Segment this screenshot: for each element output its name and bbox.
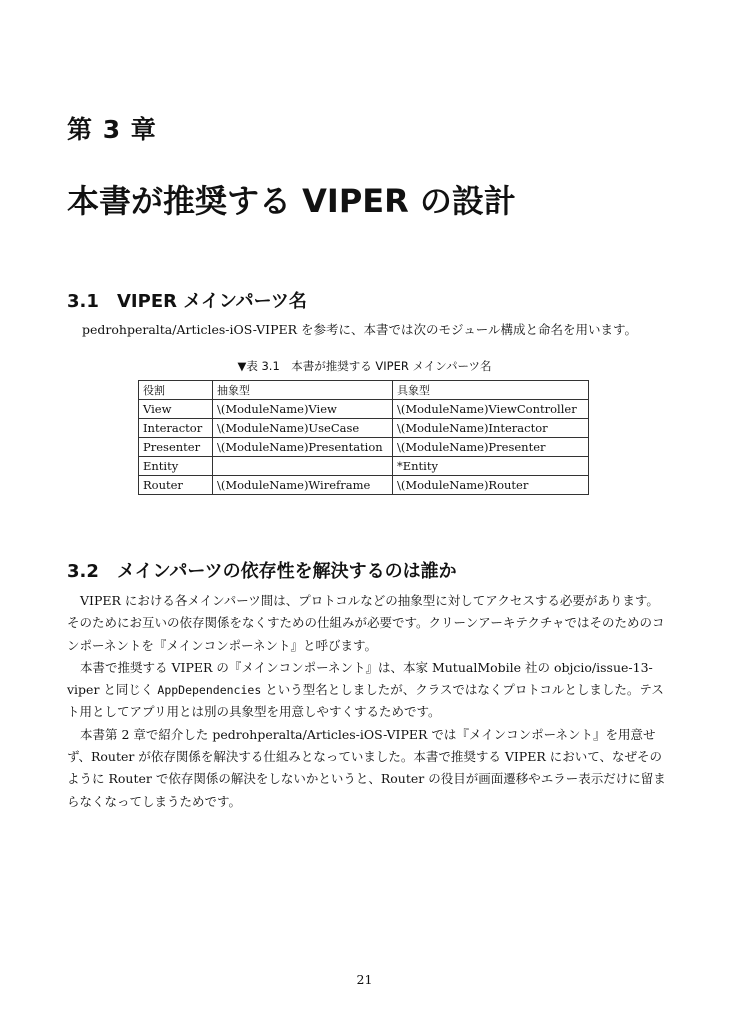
inline-code: AppDependencies (157, 683, 262, 698)
cell-concrete: \(ModuleName)ViewController (393, 400, 589, 419)
cell-abstract: \(ModuleName)Presentation (213, 438, 393, 457)
table-caption: ▼表 3.1 本書が推奨する VIPER メインパーツ名 (237, 359, 492, 373)
paragraph-1: VIPER における各メインパーツ間は、プロトコルなどの抽象型に対してアクセスする必要があります。そのためにお互いの依存関係をなくすための仕組みが必要です。クリーンアーキテクチャではそのためのコンポーネントを『メインコンポーネント』と呼びます。 (67, 593, 665, 653)
table-row (139, 457, 589, 476)
table-row (139, 400, 589, 419)
page-number: 21 (356, 972, 373, 987)
table-header-row (139, 381, 589, 400)
cell-role: Entity (139, 457, 213, 476)
cell-abstract (213, 457, 393, 476)
paragraph-2-text-b: という型名としましたが、クラスではなくプロトコルとしました。テスト用としてアプリ用とは別の具象型を用意しやすくするためです。 (67, 682, 664, 720)
section-number: 3.2 (67, 561, 99, 582)
section-title: VIPER メインパーツ名 (117, 291, 307, 312)
cell-concrete: \(ModuleName)Presenter (393, 438, 589, 457)
table-row (139, 438, 589, 457)
cell-role: View (139, 400, 213, 419)
paragraph-2 (67, 657, 667, 724)
chapter-title: 本書が推奨する VIPER の設計 (67, 182, 516, 220)
cell-role: Interactor (139, 419, 213, 438)
section-heading-3-1 (67, 287, 307, 313)
chapter-label: 第 3 章 (67, 115, 157, 144)
cell-abstract: \(ModuleName)Wireframe (213, 476, 393, 495)
header-abstract-type: 抽象型 (213, 381, 393, 400)
table-row (139, 476, 589, 495)
cell-concrete: *Entity (393, 457, 589, 476)
section-body (67, 590, 667, 813)
cell-role: Router (139, 476, 213, 495)
header-concrete-type: 具象型 (393, 381, 589, 400)
section-heading-3-2 (67, 557, 457, 583)
section-intro: pedrohperalta/Articles-iOS-VIPER を参考に、本書では次のモジュール構成と命名を用います。 (82, 322, 637, 337)
header-role: 役割 (139, 381, 213, 400)
section-title: メインパーツの依存性を解決するのは誰か (117, 561, 457, 582)
paragraph-2-text-a: 本書で推奨する VIPER の『メインコンポーネント』は、本家 MutualMobile 社の objcio/issue-13-viper と同じく (67, 659, 653, 698)
cell-abstract: \(ModuleName)View (213, 400, 393, 419)
table-row (139, 419, 589, 438)
paragraph-3: 本書第 2 章で紹介した pedrohperalta/Articles-iOS-VIPER では『メインコンポーネント』を用意せず、Router が依存関係を解決する仕組みとなっていました。本書で推奨する VIPER において、なぜそのように Router で依存関係の解決をしないかというと、Router の役目が画面遷移やエラー表示だけに留まらなくなってしまうためです。 (67, 726, 666, 809)
cell-concrete: \(ModuleName)Interactor (393, 419, 589, 438)
viper-parts-table (138, 380, 589, 495)
cell-concrete: \(ModuleName)Router (393, 476, 589, 495)
cell-abstract: \(ModuleName)UseCase (213, 419, 393, 438)
section-number: 3.1 (67, 291, 99, 312)
cell-role: Presenter (139, 438, 213, 457)
